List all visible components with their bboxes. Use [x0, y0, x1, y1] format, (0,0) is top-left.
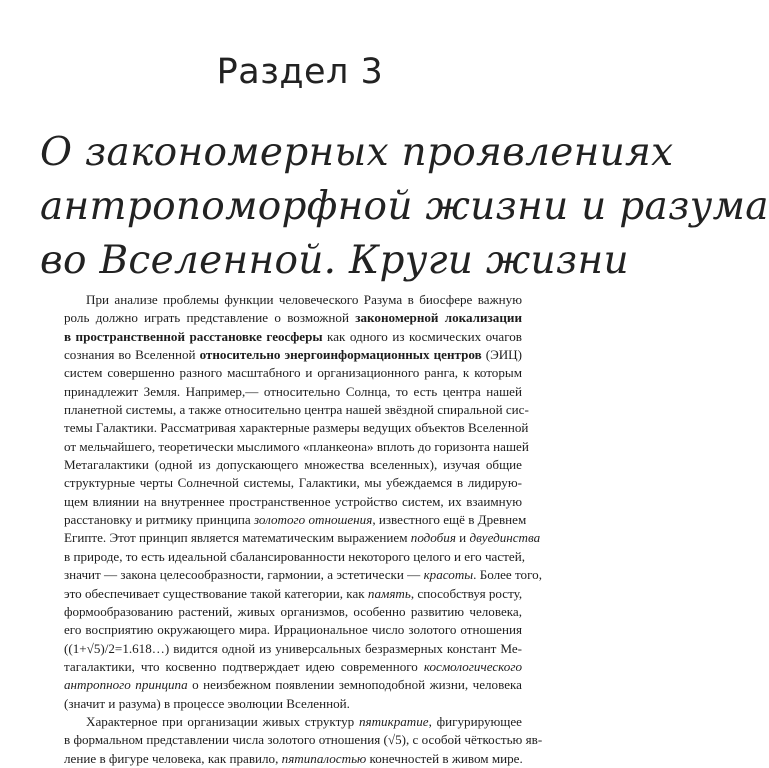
italic-term: золотого отношения — [253, 512, 373, 528]
italic-term: подобия — [410, 530, 456, 546]
text-line: планетной системы, а также относительно центра нашей звёздной спиральной сис- — [64, 402, 529, 418]
text-line: (значит и разума) в процессе эволюции Вселенной. — [64, 695, 350, 711]
chapter-title — [40, 126, 769, 288]
text-line: сознания во Вселенной относительно энергоинформационных центров (ЭИЦ) — [64, 347, 522, 363]
text-line: в формальном представлении числа золотого отношения (√5), с особой чёткостью яв- — [64, 732, 543, 748]
text-line: в природе, то есть идеальной сбалансированности некоторого целого и его частей, — [64, 548, 525, 564]
text-line: формообразованию растений, живых организмов, особенно развитию человека, — [64, 603, 522, 619]
italic-term: пятипалостью — [281, 750, 367, 766]
text-line: тагалактики, что косвенно подтверждает идею современного космологического — [64, 658, 522, 674]
italic-term: двуединства — [469, 530, 541, 546]
text-line: систем совершенно разного масштабного и организационного ранга, к которым — [64, 365, 522, 381]
text-line: принадлежит Земля. Например,— относительно Солнца, то есть центра нашей — [64, 383, 522, 399]
text-line: Характерное при организации живых структур пятикратие, фигурирующее — [86, 713, 522, 729]
text-line: темы Галактики. Рассматривая характерные размеры ведущих объектов Вселенной — [64, 420, 529, 436]
italic-term: космологического — [423, 658, 522, 674]
bold-term: относительно энергоинформационных центров — [199, 347, 482, 363]
text-line: щем влиянии на внутреннее пространственное устройство систем, их взаимную — [64, 493, 522, 509]
text-line: его восприятию окружающего мира. Иррациональное число золотого отношения — [64, 622, 522, 638]
text-line: Метагалактики (одной из допускающего множества вселенных), изучая общие — [64, 457, 522, 473]
text-line: значит — закона целесообразности, гармонии, а эстетически — красоты. Более того, — [64, 567, 542, 583]
chapter-title-line: О закономерных проявлениях — [40, 130, 674, 175]
section-title: Раздел 3 — [216, 52, 384, 92]
italic-term: пятикратие — [358, 713, 429, 729]
chapter-title-line: антропоморфной жизни и разума — [40, 184, 769, 229]
text-line: Египте. Этот принцип является математическим выражением подобия и двуединства — [64, 530, 541, 546]
text-line: структурные черты Солнечной системы, Галактики, мы убеждаемся в лидирую- — [64, 475, 522, 491]
bold-term: в пространственной расстановке геосферы — [64, 328, 323, 344]
italic-term: память — [367, 585, 411, 601]
text-line: роль должно играть представление о возможной закономерной локализации — [64, 310, 522, 326]
italic-term: красоты — [423, 567, 474, 583]
text-line: При анализе проблемы функции человеческого Разума в биосфере важную — [86, 292, 522, 307]
text-line: в пространственной расстановке геосферы как одного из космических очагов — [64, 328, 522, 344]
body-text — [64, 291, 543, 768]
italic-term: антропного принципа — [64, 677, 188, 693]
chapter-title-line: во Вселенной. Круги жизни — [40, 238, 629, 283]
text-line: от мельчайшего, теоретически мыслимого «планкеона» вплоть до горизонта нашей — [64, 438, 529, 454]
text-line: ление в фигуре человека, как правило, пятипалостью конечностей в живом мире. — [64, 750, 523, 766]
text-line: ((1+√5)/2=1.618…) видится одной из универсальных безразмерных констант Ме- — [64, 640, 522, 656]
text-line: расстановку и ритмику принципа золотого отношения, известного ещё в Древнем — [64, 512, 527, 528]
bold-term: закономерной локализации — [355, 310, 522, 326]
text-line: антропного принципа о неизбежном появлении земноподобной жизни, человека — [64, 677, 522, 693]
text-line: это обеспечивает существование такой категории, как память, способствуя росту, — [64, 585, 523, 601]
